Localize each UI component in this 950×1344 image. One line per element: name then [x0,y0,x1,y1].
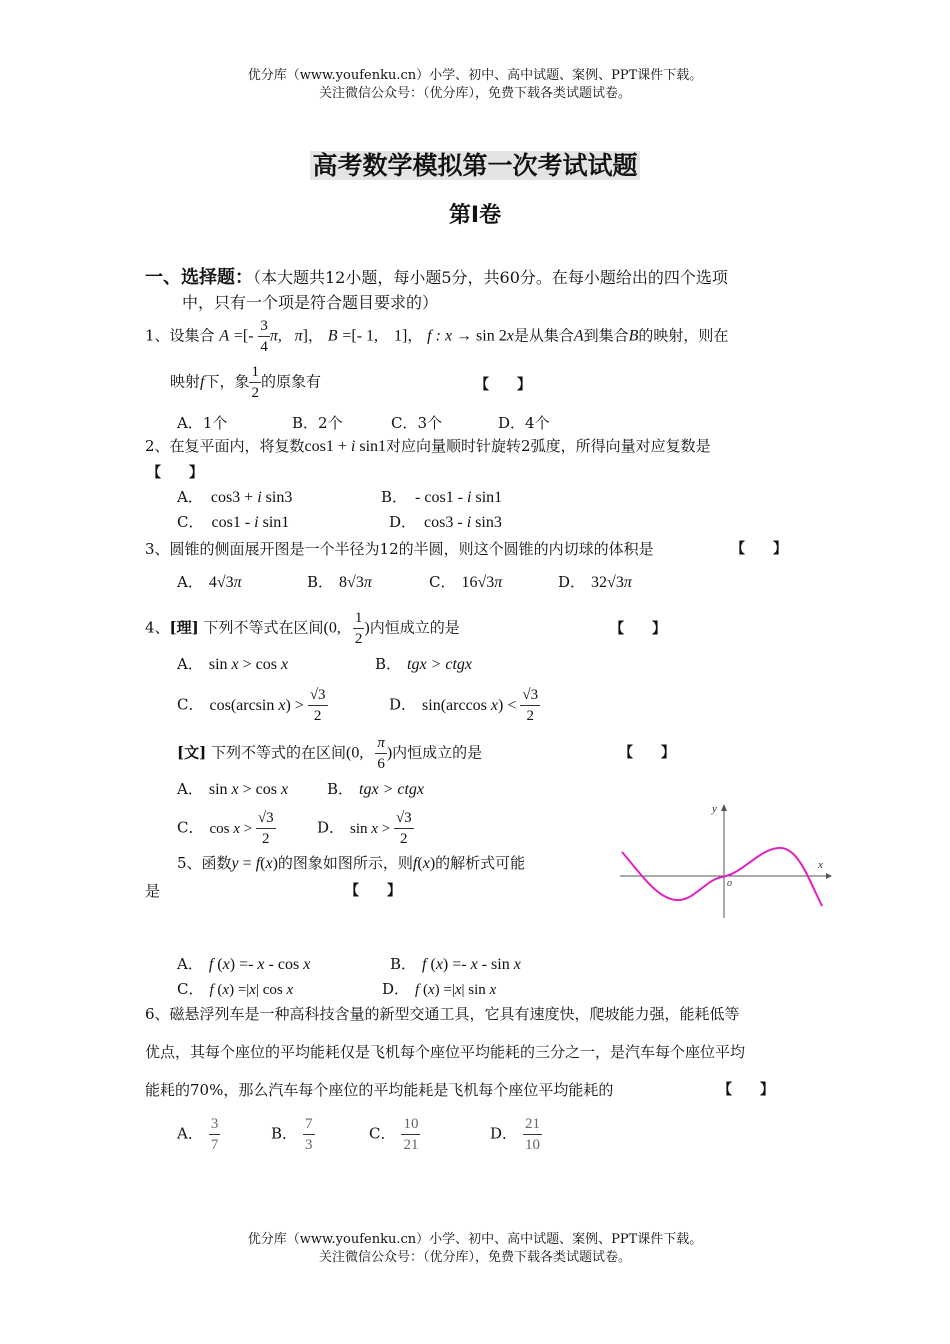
q4-wen-option-d-frac: $\frac{√3}{2}$ [395,810,412,847]
q4-wen-option-c [177,808,276,849]
graph-x-arrow-icon [826,873,832,879]
q1-frac-1-2: $\frac{1}{2}$ [251,364,259,401]
q4-li-text-1: 下列不等式在区间 [203,618,324,637]
q2-option-d [389,511,502,532]
q2-option-d-math: cos3 - i sin3 [424,514,502,531]
page-title: 高考数学模拟第一次考试试题 [312,151,638,180]
q4-wen-line [177,733,482,774]
q4-li-option-c-math: cos(arcsin x) > [209,696,308,714]
q3-option-d-label: D． [558,573,586,591]
q5-option-d-label: D． [382,980,410,998]
q3-option-c-math: 16√3π [461,574,503,591]
q6-option-c-label: C． [369,1124,396,1143]
q1-text-2: ， [308,326,324,345]
q5-math-x2: (x) [417,855,436,872]
q2-option-d-label: D． [389,513,417,531]
q3-option-b [307,571,372,592]
q2-option-c-label: C． [177,513,204,531]
q6-option-c [369,1114,420,1155]
q4-li-option-c-frac: $\frac{√3}{2}$ [309,687,326,724]
q4-li-option-c-label: C． [177,695,204,714]
q6-option-d-label: D． [490,1124,518,1143]
q6-option-c-frac: $\frac{10}{21}$ [403,1116,419,1153]
q2-option-a-label: A． [177,488,203,506]
q4-li-option-a [177,653,288,674]
q1-math-pi1: π, [269,327,282,345]
q1-math-eq1: =[- [233,327,254,345]
q5-option-d [382,978,496,999]
q4-wen-option-d-math: sin x > [350,820,394,837]
q4-wen-option-a-math: sin x > cos x [208,781,289,798]
q5-answer-bracket: 【 】 [345,883,401,899]
q5-function-graph [618,800,832,922]
q4-wen-option-a-label: A． [177,780,203,798]
q4-li-option-b-label: B． [375,655,402,673]
q1-math-A2: A [573,327,584,345]
q6-option-a-label: A． [177,1124,203,1143]
q4-wen-answer-bracket: 【 】 [619,745,675,761]
header-line-1: 优分库（www.youfenku.cn）小学、初中、高中试题、案例、PPT课件下载。 [247,68,703,83]
q5-text-1: 5、函数 [177,854,232,872]
q4-wen-option-c-frac: $\frac{√3}{2}$ [257,810,274,847]
q1-math-close: ] [302,327,308,345]
q5-line-1 [177,852,525,873]
q4-wen-text-2: 内恒成立的是 [392,743,483,762]
q3-option-c-label: C． [429,573,456,591]
q5-option-c-label: C． [177,980,204,998]
q1-answer-bracket: 【 】 [475,377,531,393]
q4-wen-option-b-math: tgx > ctgx [359,781,425,798]
q6-option-b [271,1114,315,1155]
q1-math-x: x [506,327,514,345]
q2-math-sin: sin1 [355,438,387,455]
q1-math-eq2: =[- 1, 1] [342,327,408,345]
q2-line-1 [145,435,711,456]
section-label: 一、选择题： [145,267,253,288]
q6-option-a [177,1114,220,1155]
q2-option-b-math: - cos1 - i sin1 [415,489,503,506]
q3-option-a-label: A． [177,573,203,591]
graph-y-arrow-icon [721,804,727,811]
q4-li-option-d [389,685,540,726]
q6-option-a-frac: $\frac{3}{7}$ [210,1116,219,1153]
title-wrap [0,146,950,182]
q6-option-d-frac: $\frac{21}{10}$ [525,1116,541,1153]
q1-text-6: 的映射，则在 [638,326,729,345]
q1-text-1: 1、设集合 [145,326,215,345]
q5-text-2: 的图象如图所示，则 [277,854,413,872]
q1-text-5: 到集合 [583,326,629,345]
q4-li-option-d-math: sin(arccos x) < [422,696,521,714]
q4-li-text-2: 内恒成立的是 [369,618,460,637]
q5-math-eq: = [238,855,256,872]
graph-y-label: y [712,803,717,815]
q1-text-9: 的原象有 [260,372,321,391]
q1-option-a: A．1个 [177,414,228,432]
section-desc-2: 中，只有一个项是符合题目要求的） [182,293,439,312]
q4-wen-option-b-label: B． [327,780,354,798]
q3-answer-bracket: 【 】 [731,541,787,557]
q6-option-b-frac: $\frac{7}{3}$ [305,1116,313,1153]
q4-wen-option-d [317,808,414,849]
q5-option-d-math: f (x) =|x| sin x [415,982,497,998]
q2-option-a [177,486,292,507]
q1-option-d: D．4个 [498,414,550,432]
q5-option-c-math: f (x) =|x| cos x [209,982,294,998]
q5-option-b-label: B． [390,955,417,973]
q4-wen-text-1: 下列不等式的在区间 [210,743,346,762]
q2-option-c-math: cos1 - i sin1 [211,514,290,531]
q2-option-c [177,511,289,532]
q3-option-c [429,571,502,592]
q3-line-1: 3、圆锥的侧面展开图是一个半径为12的半圆，则这个圆锥的内切球的体积是 [145,540,654,558]
q1-text-3: ， [407,326,423,345]
q3-option-a-math: 4√3π [208,574,242,591]
q1-math-f2: f [200,373,205,391]
q4-wen-interval-close: ) [386,744,393,762]
q6-line-3: 能耗的70%，那么汽车每个座位的平均能耗是飞机每个座位平均能耗的 [145,1081,614,1099]
q2-answer-bracket: 【 】 [147,465,203,481]
section-desc-1: （本大题共12小题，每小题5分，共60分。在每小题给出的四个选项 [253,268,728,287]
q1-math-pi2: π [286,327,303,345]
q4-wen-option-c-math: cos x > [209,820,256,837]
q2-math-i: i [350,438,356,455]
q4-li-option-b [375,653,472,674]
q1-text-7: 映射 [170,372,201,391]
q1-math-B2: B [628,327,639,345]
q6-option-d [490,1114,542,1155]
graph-x-label: x [818,859,823,871]
q3-option-d-math: 32√3π [591,574,632,591]
q4-wen-option-c-label: C． [177,818,204,837]
q6-line-2: 优点，其每个座位的平均能耗仅是飞机每个座位平均能耗的三分之一，是汽车每个座位平均 [145,1043,746,1061]
q3-option-a [177,571,242,592]
q4-li-option-c [177,685,328,726]
q5-math-fx: f [255,855,261,872]
q4-wen-option-a [177,778,288,799]
q4-wen-option-b [327,778,424,799]
q4-wen-frac: $\frac{\pi}{6}$ [377,735,385,772]
q5-option-b-math: f (x) =- x - sin x [422,956,521,973]
q1-math-B: B [327,327,338,345]
q3-option-d [558,571,632,592]
q3-option-b-label: B． [307,573,334,591]
q4-li-interval-open: (0, [323,619,353,637]
q2-text-2: 对应向量顺时针旋转2弧度，所得向量对应复数是 [386,437,711,455]
q2-option-b-label: B． [381,488,408,506]
q1-line-2 [170,362,321,403]
q1-math-A: A [219,327,230,345]
q1-math-arrow: → sin 2 [452,327,507,345]
q4-li-frac: $\frac{1}{2}$ [354,610,363,647]
q6-option-b-label: B． [271,1124,298,1143]
q2-option-a-math: cos3 + i sin3 [210,489,293,506]
q5-math-y: y [231,855,239,872]
header-line-2: 关注微信公众号：（优分库），免费下载各类试题试卷。 [318,86,631,101]
q5-option-a-math: f (x) =- x - cos x [208,956,311,973]
q4-li-answer-bracket: 【 】 [610,621,666,637]
graph-origin-label: o [727,878,732,889]
page-subtitle: 第Ⅰ卷 [448,203,502,228]
q4-li-option-a-label: A． [177,655,203,673]
q1-text-4: 是从集合 [513,326,574,345]
q1-frac-3-4: $\frac{3}{4}$ [260,318,268,355]
q4-li-option-d-label: D． [389,695,417,714]
graph-curve [622,848,822,906]
q5-math-x1: (x) [260,855,278,872]
q4-wen-option-d-label: D． [317,818,345,837]
q4-tag-li: [理] [169,618,199,637]
q1-option-b: B．2个 [292,414,343,432]
q2-option-b [381,486,502,507]
q5-line-2: 是 [145,882,161,900]
q6-line-1: 6、磁悬浮列车是一种高科技含量的新型交通工具，它具有速度快，爬坡能力强，能耗低等 [145,1005,740,1023]
footer-line-1: 优分库（www.youfenku.cn）小学、初中、高中试题、案例、PPT课件下载。 [247,1232,703,1247]
q5-math-f2: f [412,855,418,872]
q4-li-option-a-math: sin x > cos x [208,656,289,673]
q4-li-option-b-math: tgx > ctgx [407,656,473,673]
q4-tag-wen: [文] [177,743,207,762]
q4-wen-interval-open: (0, [346,744,376,762]
q5-text-3: 的解析式可能 [435,854,526,872]
q5-option-a-label: A． [177,955,203,973]
q4-li-line [145,608,460,649]
q5-option-b [390,953,521,974]
q4-li-interval-close: ) [364,619,370,637]
q5-option-c [177,978,293,999]
section-heading [145,263,728,289]
q1-text-8: 下，象 [204,372,250,391]
q1-option-c: C．3个 [391,414,443,432]
q5-option-a [177,953,310,974]
q1-line-1 [145,316,728,357]
q6-answer-bracket: 【 】 [718,1082,774,1098]
q4-number: 4、 [145,618,170,637]
footer-line-2: 关注微信公众号：（优分库），免费下载各类试题试卷。 [318,1250,631,1265]
q4-li-option-d-frac: $\frac{√3}{2}$ [522,687,539,724]
q2-math-z: cos1 + [304,438,351,455]
q1-math-f: f : x [427,327,453,345]
q3-option-b-math: 8√3π [339,574,372,591]
q2-text-1: 2、在复平面内，将复数 [145,437,305,455]
